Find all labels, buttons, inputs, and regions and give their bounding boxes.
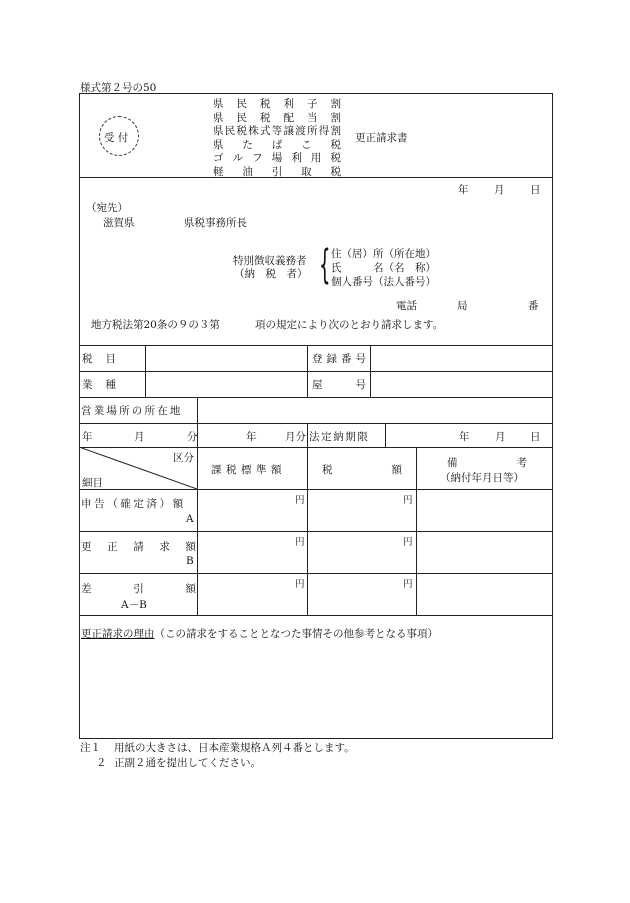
ch: 税 [330, 138, 341, 151]
grid-line [79, 345, 553, 346]
phone-bureau: 局 [457, 300, 468, 312]
col-base-header: 課税標準額 [211, 464, 286, 476]
ch: 目 [105, 353, 116, 365]
registration-no-label [312, 351, 366, 366]
col-notes-subheader: （納付年月日等） [440, 472, 524, 484]
brace: { [319, 242, 331, 288]
ch: 利 [291, 152, 302, 165]
field-name: 氏 名（名 称） [331, 262, 436, 274]
ch: 得 [318, 125, 330, 138]
ch: 県 [213, 138, 224, 151]
grid-line [385, 423, 386, 447]
ch: 利 [283, 98, 294, 110]
field-number: 個人番号（法人番号） [331, 276, 436, 288]
ch: 民 [236, 111, 247, 124]
period-year: 年 [82, 431, 93, 443]
grid-line [307, 423, 308, 615]
row-label-declared: 申告（確定済）額 [81, 498, 186, 510]
grid-line [79, 489, 553, 490]
ch: 号 [355, 379, 366, 391]
reason-title [81, 626, 438, 641]
note-1-text: 用紙の大きさは、日本産業規格Ａ列４番とします。 [114, 742, 355, 754]
ch: 譲 [283, 125, 294, 138]
tax-office: 県税事務所長 [184, 217, 247, 229]
field-address: 住（居）所（所在地） [331, 248, 436, 260]
ch: 更 [81, 541, 92, 553]
yen-unit: 円 [403, 495, 413, 506]
ch: 登 [312, 353, 323, 365]
ch: 号 [355, 353, 366, 365]
ch: ゴ [213, 152, 224, 165]
ch: 場 [271, 152, 283, 165]
ch: 割 [330, 98, 341, 110]
period-suffix: 分 [187, 431, 198, 443]
ch: 取 [301, 166, 312, 178]
ch: 民 [224, 125, 236, 138]
document-title: 更正請求書 [355, 132, 408, 144]
row-code-declared: A [186, 513, 194, 525]
ch: 備 [447, 457, 458, 469]
yen-unit: 円 [295, 579, 305, 590]
ch: 税 [236, 125, 247, 138]
grid-line [79, 371, 553, 372]
form-number: 様式第２号の50 [80, 82, 157, 94]
ch: ル [232, 152, 244, 165]
deadline-year: 年 [459, 431, 470, 443]
row-code-correction: B [186, 555, 194, 567]
grid-line [79, 573, 553, 574]
ch: 正 [107, 541, 118, 553]
row-code-difference: A－B [121, 599, 147, 611]
col-notes-header [447, 455, 527, 470]
ch: 用 [310, 152, 322, 165]
yen-unit: 円 [295, 495, 305, 506]
note-2-text: 正副２通を提出してください。 [114, 757, 261, 769]
ch: 民 [236, 98, 247, 110]
header-category: 区分 [173, 452, 194, 464]
date-day: 日 [530, 184, 541, 196]
ch: 軽 [213, 166, 224, 178]
payer-sublabel: （納 税 者） [234, 268, 308, 280]
ch: 録 [326, 353, 337, 365]
addressee-label: （宛先） [86, 202, 128, 214]
deadline-month: 月 [495, 431, 506, 443]
yen-unit: 円 [295, 537, 305, 548]
ch: 税 [330, 152, 341, 165]
grid-line [307, 345, 308, 397]
ch: 業 [82, 379, 93, 391]
date-month: 月 [494, 184, 505, 196]
ch: 額 [391, 464, 402, 476]
yen-unit: 円 [403, 537, 413, 548]
ch: 税 [260, 111, 271, 124]
tax-item-label [82, 351, 116, 366]
yen-unit: 円 [403, 579, 413, 590]
ch: 引 [271, 166, 283, 178]
grid-line [145, 345, 146, 397]
ch: ば [271, 138, 283, 151]
divider [79, 177, 553, 178]
deadline-day: 日 [530, 431, 541, 443]
ch: 種 [105, 379, 116, 391]
phone-label: 電話 [396, 300, 417, 312]
prefecture: 滋賀県 [103, 217, 135, 229]
grid-line [416, 447, 417, 615]
grid-line [79, 423, 553, 424]
ch: 請 [133, 541, 144, 553]
trade-name-label [312, 377, 366, 392]
row-label-difference [81, 581, 196, 596]
reception-stamp-label: 受 付 [104, 132, 129, 144]
ch: 考 [516, 457, 527, 469]
ch: 割 [330, 111, 341, 124]
ch: 渡 [295, 125, 306, 138]
note-2-number: ２ [96, 757, 107, 769]
deadline-label: 法定納期限 [309, 431, 370, 443]
reason-label: 更正請求の理由 [81, 628, 155, 640]
payer-label: 特別徴収義務者 [233, 255, 307, 267]
ch: 差 [81, 583, 92, 595]
ch: フ [252, 152, 263, 165]
note-1-number: 注１ [80, 742, 101, 754]
statement-part-2: 項の規定により次のとおり請求します。 [255, 319, 444, 331]
business-type-label [82, 377, 116, 392]
ch: 税 [260, 98, 271, 110]
business-location-label: 営業場所の所在地 [81, 405, 183, 417]
ch: た [242, 138, 253, 151]
row-label-correction [81, 539, 196, 554]
ch: 等 [271, 125, 283, 138]
ch: 県 [213, 125, 224, 138]
grid-line [79, 615, 553, 616]
phone-number: 番 [528, 300, 539, 312]
ch: 県 [213, 111, 224, 124]
grid-line [370, 345, 371, 397]
ch: 引 [133, 583, 144, 595]
ch: 額 [185, 583, 196, 595]
period-month: 月 [134, 431, 145, 443]
reason-description: （この請求をすることとなつた事情その他参考となる事項） [154, 628, 438, 640]
ch: 配 [283, 111, 294, 124]
col-tax-header [322, 462, 402, 477]
header-detail: 細目 [82, 477, 103, 489]
ch: 株 [248, 125, 259, 138]
ch: 屋 [312, 379, 323, 391]
ch: 額 [185, 541, 196, 553]
ch: 県 [213, 98, 224, 110]
ch: 所 [307, 125, 318, 138]
ch: 求 [159, 541, 170, 553]
grid-line [79, 531, 553, 532]
grid-line [79, 397, 553, 398]
period2-year: 年 [246, 431, 257, 443]
ch: 税 [330, 166, 341, 178]
statement-part-1: 地方税法第20条の９の３第 [91, 319, 220, 331]
ch: 当 [307, 111, 318, 124]
ch: 番 [341, 353, 352, 365]
ch: 税 [82, 353, 93, 365]
date-year: 年 [458, 184, 469, 196]
ch: 式 [260, 125, 271, 138]
ch: 税 [322, 464, 333, 476]
ch: 子 [307, 98, 318, 110]
period2-month: 月分 [285, 431, 306, 443]
ch: 割 [330, 125, 341, 138]
ch: 油 [242, 166, 253, 178]
ch: こ [301, 138, 312, 151]
